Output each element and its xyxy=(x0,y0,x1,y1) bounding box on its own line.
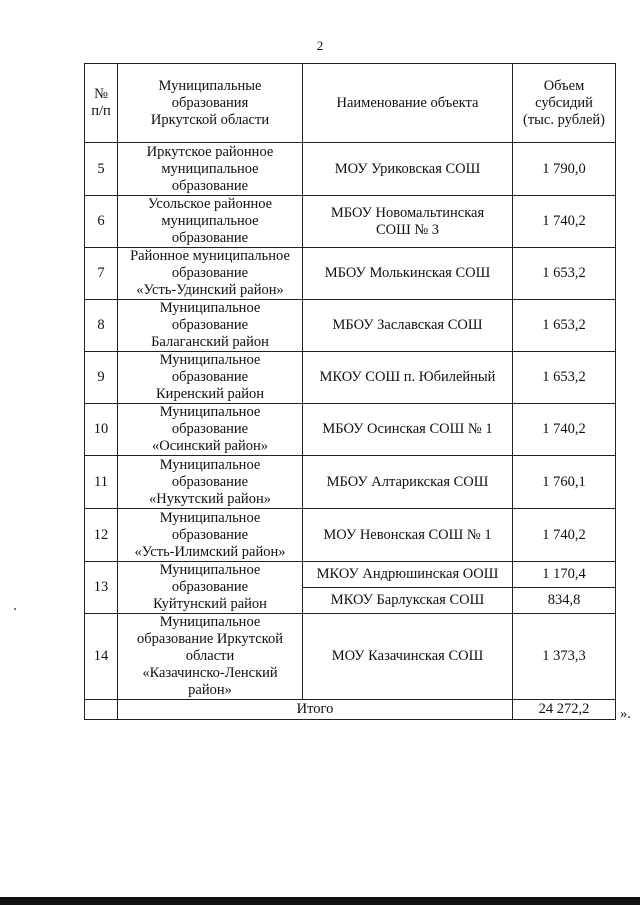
municipality-name-text: Муниципальное образование Балаганский район xyxy=(151,300,269,350)
object-name-text: МКОУ Андрюшинская ООШ xyxy=(316,566,499,582)
object-name-text: МБОУ Молькинская СОШ xyxy=(324,265,491,281)
object-name xyxy=(303,404,513,456)
row-number xyxy=(85,562,118,614)
table-row xyxy=(85,352,616,404)
object-name xyxy=(303,588,513,614)
subsidy-amount-text: 1 760,1 xyxy=(542,473,586,490)
row-number-text: 13 xyxy=(93,579,109,595)
row-number-text: 8 xyxy=(97,317,105,333)
table-header-row xyxy=(85,64,616,143)
header-num: № п/п xyxy=(85,64,118,143)
municipality-name-text: Муниципальное образование Киренский район xyxy=(156,352,264,402)
subsidy-amount-text: 1 740,2 xyxy=(542,526,586,543)
object-name xyxy=(303,196,513,248)
row-number-text: 10 xyxy=(93,421,109,437)
row-number xyxy=(85,509,118,562)
object-name xyxy=(303,456,513,509)
subsidy-amount-text: 1 653,2 xyxy=(542,317,586,333)
row-number-text: 14 xyxy=(93,648,109,664)
row-number-text: 12 xyxy=(93,526,109,543)
table-row xyxy=(85,248,616,300)
table-row xyxy=(85,143,616,196)
object-name xyxy=(303,300,513,352)
subsidies-table xyxy=(84,63,616,720)
object-name xyxy=(303,248,513,300)
table-row xyxy=(85,562,616,588)
row-number-text: 5 xyxy=(97,160,105,177)
scan-speck xyxy=(14,608,16,610)
table-row xyxy=(85,614,616,700)
object-name-text: МБОУ Осинская СОШ № 1 xyxy=(322,421,493,437)
total-amount xyxy=(513,700,616,720)
object-name-text: МОУ Невонская СОШ № 1 xyxy=(323,526,492,543)
municipality-name xyxy=(118,352,303,404)
total-label-text: Итого xyxy=(296,701,334,717)
municipality-name-text: Муниципальное образование «Нукутский район» xyxy=(149,456,271,507)
subsidy-amount xyxy=(513,509,616,562)
subsidy-amount-text: 1 170,4 xyxy=(542,566,586,582)
row-number-text: 11 xyxy=(94,473,108,490)
municipality-name xyxy=(118,248,303,300)
object-name-text: МКОУ Барлукская СОШ xyxy=(330,592,485,608)
row-number xyxy=(85,196,118,248)
table-row xyxy=(85,456,616,509)
closing-quote-mark: ». xyxy=(620,706,631,722)
object-name-text: МОУ Уриковская СОШ xyxy=(334,160,481,177)
table-body xyxy=(85,143,616,720)
total-empty-cell xyxy=(85,700,118,720)
table-row xyxy=(85,300,616,352)
subsidy-amount xyxy=(513,300,616,352)
municipality-name-text: Муниципальное образование Куйтунский район xyxy=(153,562,267,612)
subsidy-amount xyxy=(513,404,616,456)
object-name-text: МБОУ Новомальтинская СОШ № 3 xyxy=(330,204,485,238)
municipality-name-text: Муниципальное образование Иркутской области «Казачинско-Ленский район» xyxy=(137,614,283,698)
municipality-name-text: Районное муниципальное образование «Усть-Удинский район» xyxy=(130,248,290,298)
table-row xyxy=(85,509,616,562)
object-name xyxy=(303,562,513,588)
municipality-name xyxy=(118,456,303,509)
row-number xyxy=(85,143,118,196)
subsidy-amount xyxy=(513,588,616,614)
row-number-text: 7 xyxy=(97,265,105,281)
row-number xyxy=(85,248,118,300)
municipality-name-text: Муниципальное образование «Осинский район» xyxy=(151,404,268,454)
subsidy-amount xyxy=(513,248,616,300)
subsidy-amount-text: 1 790,0 xyxy=(542,160,586,177)
municipality-name xyxy=(118,300,303,352)
subsidy-amount xyxy=(513,614,616,700)
municipality-name xyxy=(118,404,303,456)
row-number xyxy=(85,456,118,509)
municipality-name-text: Усольское районное муниципальное образование xyxy=(147,196,273,246)
object-name-text: МБОУ Заславская СОШ xyxy=(332,317,483,333)
total-label xyxy=(118,700,513,720)
subsidy-amount-text: 1 740,2 xyxy=(542,421,586,437)
header-object: Наименование объекта xyxy=(303,64,513,143)
table-row xyxy=(85,404,616,456)
scan-bottom-edge xyxy=(0,897,640,905)
subsidy-amount xyxy=(513,562,616,588)
header-amount: Объем субсидий (тыс. рублей) xyxy=(513,64,616,143)
row-number xyxy=(85,352,118,404)
object-name xyxy=(303,352,513,404)
municipality-name xyxy=(118,196,303,248)
row-number-text: 6 xyxy=(97,213,105,229)
object-name-text: МБОУ Алтарикская СОШ xyxy=(326,473,489,490)
page-number: 2 xyxy=(316,38,324,53)
municipality-name xyxy=(118,614,303,700)
municipality-name xyxy=(118,143,303,196)
object-name-text: МОУ Казачинская СОШ xyxy=(331,648,484,664)
municipality-name xyxy=(118,509,303,562)
table-row xyxy=(85,196,616,248)
subsidy-amount xyxy=(513,143,616,196)
row-number-text: 9 xyxy=(97,369,105,385)
subsidy-amount xyxy=(513,456,616,509)
object-name xyxy=(303,614,513,700)
row-number xyxy=(85,300,118,352)
object-name xyxy=(303,143,513,196)
subsidy-amount-text: 1 740,2 xyxy=(542,213,586,229)
object-name xyxy=(303,509,513,562)
row-number xyxy=(85,614,118,700)
subsidy-amount-text: 834,8 xyxy=(547,592,581,608)
subsidy-amount xyxy=(513,196,616,248)
subsidy-amount-text: 1 653,2 xyxy=(542,265,586,281)
municipality-name xyxy=(118,562,303,614)
header-municipality: Муниципальные образования Иркутской области xyxy=(118,64,303,143)
municipality-name-text: Муниципальное образование «Усть-Илимский район» xyxy=(134,509,286,560)
subsidy-amount-text: 1 373,3 xyxy=(542,648,586,664)
municipality-name-text: Иркутское районное муниципальное образование xyxy=(146,143,274,194)
object-name-text: МКОУ СОШ п. Юбилейный xyxy=(319,369,496,385)
subsidy-amount-text: 1 653,2 xyxy=(542,369,586,385)
total-row xyxy=(85,700,616,720)
total-amount-text: 24 272,2 xyxy=(538,701,590,717)
subsidy-amount xyxy=(513,352,616,404)
row-number xyxy=(85,404,118,456)
